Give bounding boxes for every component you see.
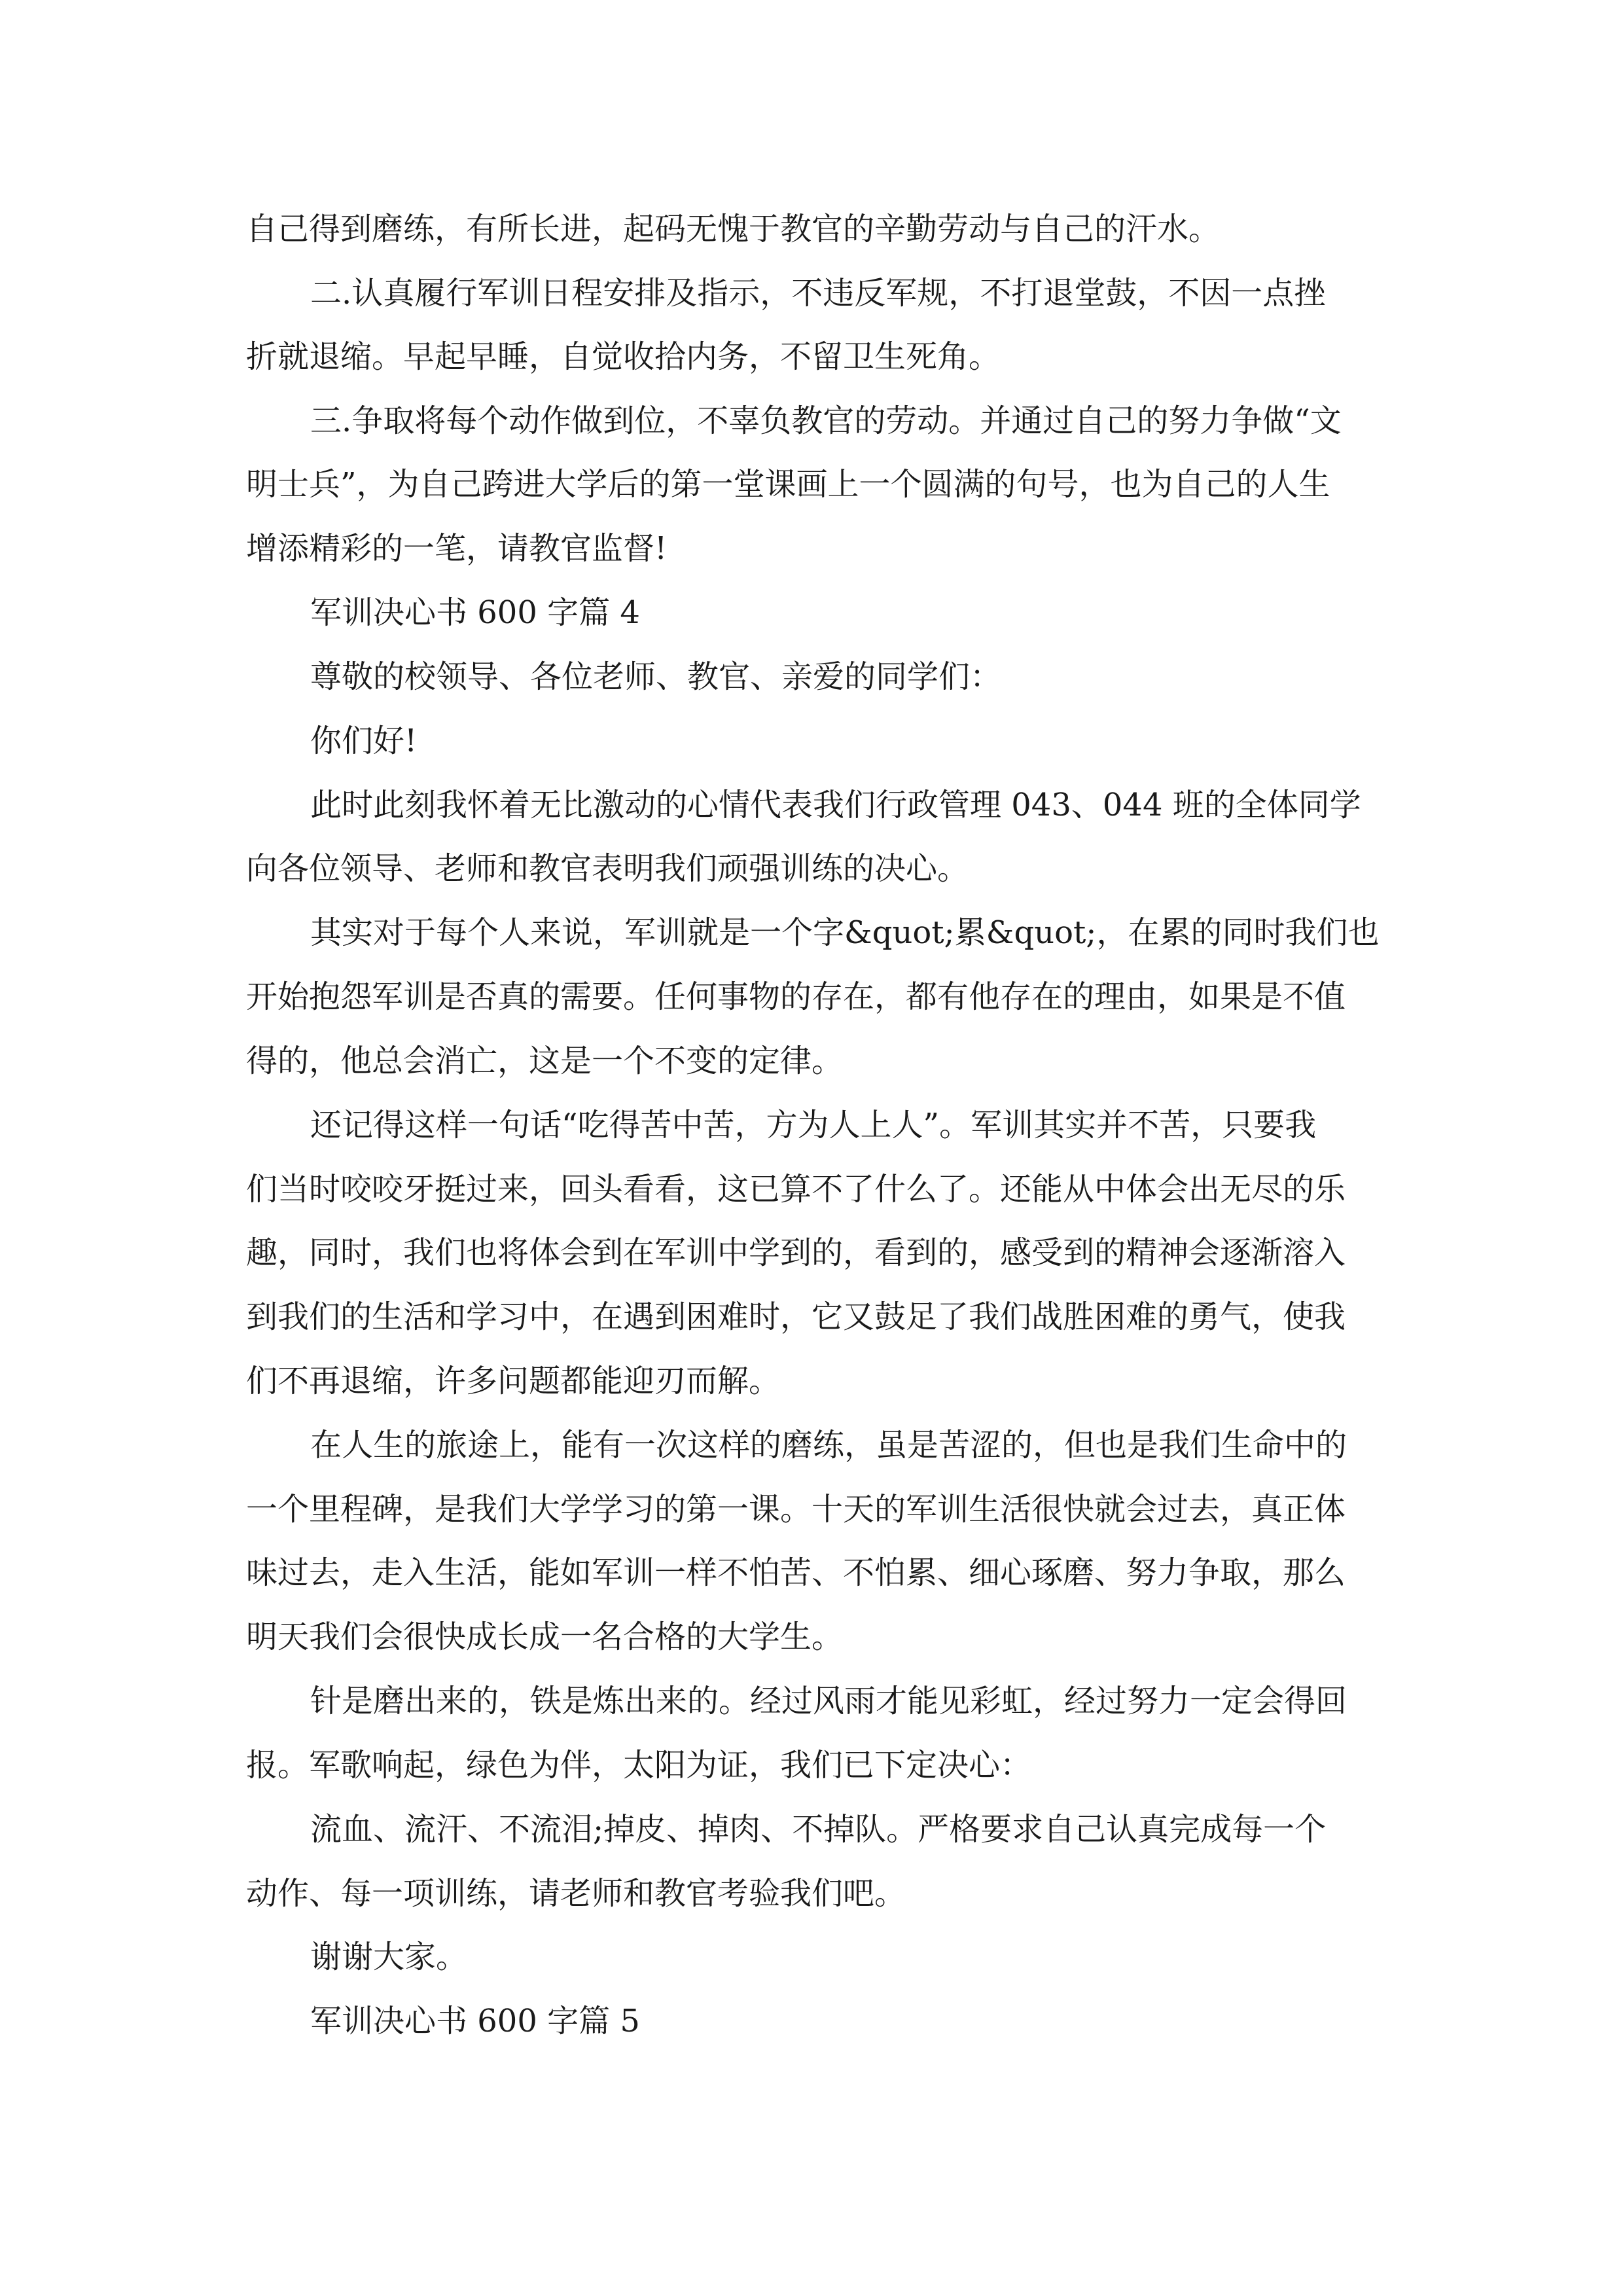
closing: 谢谢大家。 [310, 1939, 468, 1975]
text-line: 三.争取将每个动作做到位，不辜负教官的劳动。并通过自己的努力争做“文 [310, 403, 1342, 439]
section-heading: 军训决心书 600 字篇 5 [310, 2003, 640, 2039]
text-line: 们不再退缩，许多问题都能迎刃而解。 [246, 1363, 781, 1399]
text-line: 一个里程碑，是我们大学学习的第一课。十天的军训生活很快就会过去，真正体 [246, 1491, 1346, 1528]
text-line: 还记得这样一句话“吃得苦中苦，方为人上人”。军训其实并不苦，只要我 [310, 1107, 1317, 1143]
text-line: 此时此刻我怀着无比激动的心情代表我们行政管理 043、044 班的全体同学 [310, 787, 1361, 823]
text-line: 明天我们会很快成长成一名合格的大学生。 [246, 1619, 844, 1655]
text-line: 流血、流汗、不流泪;掉皮、掉肉、不掉队。严格要求自己认真完成每一个 [310, 1811, 1327, 1848]
text-line: 向各位领导、老师和教官表明我们顽强训练的决心。 [246, 850, 969, 887]
text-line: 明士兵”，为自己跨进大学后的第一堂课画上一个圆满的句号，也为自己的人生 [246, 466, 1330, 503]
text-line: 增添精彩的一笔，请教官监督! [246, 530, 668, 567]
text-line: 开始抱怨军训是否真的需要。任何事物的存在，都有他存在的理由，如果是不值 [246, 978, 1346, 1015]
text-line: 动作、每一项训练，请老师和教官考验我们吧。 [246, 1875, 906, 1912]
text-line: 自己得到磨练，有所长进，起码无愧于教官的辛勤劳动与自己的汗水。 [246, 211, 1221, 247]
greeting: 你们好! [310, 723, 418, 759]
text-line: 得的，他总会消亡，这是一个不变的定律。 [246, 1043, 844, 1079]
text-line: 到我们的生活和学习中，在遇到困难时，它又鼓足了我们战胜困难的勇气，使我 [246, 1299, 1346, 1335]
text-line: 二.认真履行军训日程安排及指示，不违反军规，不打退堂鼓，不因一点挫 [310, 275, 1326, 312]
text-line: 报。军歌响起，绿色为伴，太阳为证，我们已下定决心： [246, 1747, 1032, 1784]
text-line: 在人生的旅途上，能有一次这样的磨练，虽是苦涩的，但也是我们生命中的 [310, 1427, 1347, 1463]
text-line: 味过去，走入生活，能如军训一样不怕苦、不怕累、细心琢磨、努力争取，那么 [246, 1554, 1346, 1591]
salutation: 尊敬的校领导、各位老师、教官、亲爱的同学们： [310, 658, 1002, 695]
text-line: 们当时咬咬牙挺过来，回头看看，这已算不了什么了。还能从中体会出无尽的乐 [246, 1171, 1346, 1208]
section-heading: 军训决心书 600 字篇 4 [310, 594, 640, 631]
text-line: 趣，同时，我们也将体会到在军训中学到的，看到的，感受到的精神会逐渐溶入 [246, 1234, 1346, 1271]
text-line: 折就退缩。早起早睡，自觉收拾内务，不留卫生死角。 [246, 338, 1001, 375]
text-line: 其实对于每个人来说，军训就是一个字&quot;累&quot;，在累的同时我们也 [310, 914, 1380, 951]
text-line: 针是磨出来的，铁是炼出来的。经过风雨才能见彩虹，经过努力一定会得回 [310, 1683, 1347, 1719]
